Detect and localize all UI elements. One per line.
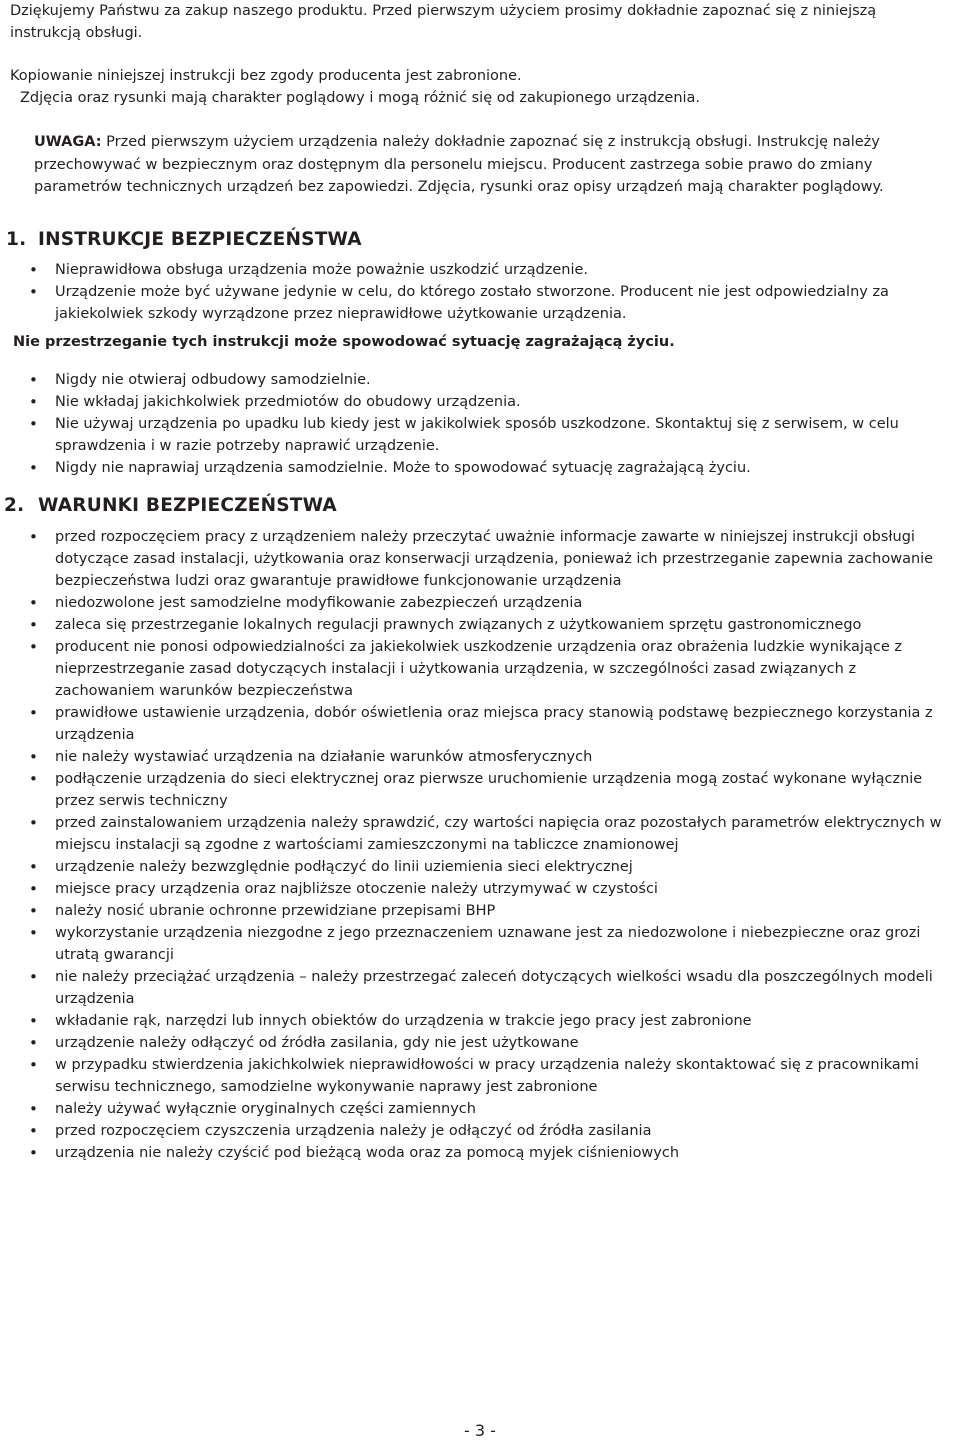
list-item: • przed rozpoczęciem pracy z urządzeniem należy przeczytać uważnie informacje zawarte w niniejszej instrukcji obsługi dotyczące zasad instalacji, użytkowania oraz konserwacji urządzenia, ponieważ ich przestrzeganie zapewnia zachowanie bezpieczeństwa ludzi oraz gwarantuje prawidłowe funkcjonowanie urządzenia [29, 526, 960, 592]
intro-copyright-text: Kopiowanie niniejszej instrukcji bez zgody producenta jest zabronione. [10, 68, 522, 84]
section-1-heading [6, 229, 362, 250]
intro-copyright [10, 65, 940, 87]
section-1-list [29, 259, 929, 325]
list-item: • Nie używaj urządzenia po upadku lub kiedy jest w jakikolwiek sposób uszkodzone. Skontaktuj się z serwisem, w celu sprawdzenia i w razie potrzeby naprawić urządzenie. [29, 413, 929, 457]
list-item: • należy nosić ubranie ochronne przewidziane przepisami BHP [29, 900, 960, 922]
section-2-number: 2. [4, 495, 25, 516]
list-item: • przed rozpoczęciem czyszczenia urządzenia należy je odłączyć od źródła zasilania [29, 1120, 960, 1142]
uwaga-label: UWAGA: [34, 134, 102, 150]
list-item: • Nigdy nie naprawiaj urządzenia samodzielnie. Może to spowodować sytuację zagrażającą życiu. [29, 457, 929, 479]
list-item: • urządzenie należy odłączyć od źródła zasilania, gdy nie jest użytkowane [29, 1032, 960, 1054]
list-item: • Nigdy nie otwieraj odbudowy samodzielnie. [29, 369, 929, 391]
list-item: • nie należy przeciążać urządzenia – należy przestrzegać zaleceń dotyczących wielkości wsadu dla poszczególnych modeli urządzenia [29, 966, 960, 1010]
list-item: • urządzenia nie należy czyścić pod bieżącą woda oraz za pomocą myjek ciśnieniowych [29, 1142, 960, 1164]
uwaga-notice [34, 131, 934, 199]
list-item: • wkładanie rąk, narzędzi lub innych obiektów do urządzenia w trakcie jego pracy jest zabronione [29, 1010, 960, 1032]
list-item: • Nie wkładaj jakichkolwiek przedmiotów do obudowy urządzenia. [29, 391, 929, 413]
list-item: • producent nie ponosi odpowiedzialności za jakiekolwiek uszkodzenie urządzenia oraz obrażenia ludzkie wynikające z nieprzestrzeganie zasad dotyczących instalacji i użytkowania urządzenia, w szczególności zasad związanych z zachowaniem warunków bezpieczeństwa [29, 636, 960, 702]
list-item: • wykorzystanie urządzenia niezgodne z jego przeznaczeniem uznawane jest za niedozwolone i niebezpieczne oraz grozi utratą gwarancji [29, 922, 960, 966]
life-threat-warning: Nie przestrzeganie tych instrukcji może spowodować sytuację zagrażającą życiu. [13, 334, 675, 350]
intro-thanks-text: Dziękujemy Państwu za zakup naszego produktu. Przed pierwszym użyciem prosimy dokładnie zapoznać się z niniejszą instrukcją obsługi. [10, 3, 877, 41]
intro-photos-note [20, 87, 950, 109]
list-item: • urządzenie należy bezwzględnie podłączyć do linii uziemienia sieci elektrycznej [29, 856, 960, 878]
uwaga-text: Przed pierwszym użyciem urządzenia należy dokładnie zapoznać się z instrukcją obsługi. Instrukcję należy przechowywać w bezpiecznym oraz dostępnym dla personelu miejscu. Producent zastrzega sobie prawo do zmiany parametrów technicznych urządzeń bez zapowiedzi. Zdjęcia, rysunki oraz opisy urządzeń mają charakter poglądowy. [34, 134, 884, 195]
list-item: • Nieprawidłowa obsługa urządzenia może poważnie uszkodzić urządzenie. [29, 259, 929, 281]
page-number: - 3 - [464, 1421, 496, 1440]
list-item: • miejsce pracy urządzenia oraz najbliższe otoczenie należy utrzymywać w czystości [29, 878, 960, 900]
list-item: • prawidłowe ustawienie urządzenia, dobór oświetlenia oraz miejsca pracy stanowią podstawę bezpiecznego korzystania z urządzenia [29, 702, 960, 746]
intro-thanks [10, 0, 940, 44]
list-item: • przed zainstalowaniem urządzenia należy sprawdzić, czy wartości napięcia oraz pozostałych parametrów elektrycznych w miejscu instalacji są zgodne z wartościami zamieszczonymi na tabliczce znamionowej [29, 812, 960, 856]
list-item: • niedozwolone jest samodzielne modyfikowanie zabezpieczeń urządzenia [29, 592, 960, 614]
section-2-title: WARUNKI BEZPIECZEŃSTWA [38, 495, 337, 516]
list-item: • należy używać wyłącznie oryginalnych części zamiennych [29, 1098, 960, 1120]
list-item: • podłączenie urządzenia do sieci elektrycznej oraz pierwsze uruchomienie urządzenia mogą zostać wykonane wyłącznie przez serwis techniczny [29, 768, 960, 812]
list-item: • zaleca się przestrzeganie lokalnych regulacji prawnych związanych z użytkowaniem sprzętu gastronomicznego [29, 614, 960, 636]
intro-photos-text: Zdjęcia oraz rysunki mają charakter poglądowy i mogą różnić się od zakupionego urządzenia. [20, 90, 701, 106]
list-item: • w przypadku stwierdzenia jakichkolwiek nieprawidłowości w pracy urządzenia należy skontaktować się z pracownikami serwisu technicznego, samodzielne wykonywanie naprawy jest zabronione [29, 1054, 960, 1098]
section-2-list [29, 526, 960, 1164]
section-1-number: 1. [6, 229, 27, 250]
section-1-list-2 [29, 369, 929, 479]
list-item: • Urządzenie może być używane jedynie w celu, do którego zostało stworzone. Producent nie jest odpowiedzialny za jakiekolwiek szkody wyrządzone przez nieprawidłowe użytkowanie urządzenia. [29, 281, 929, 325]
section-2-heading [4, 495, 337, 516]
list-item: • nie należy wystawiać urządzenia na działanie warunków atmosferycznych [29, 746, 960, 768]
section-1-title: INSTRUKCJE BEZPIECZEŃSTWA [38, 229, 362, 250]
